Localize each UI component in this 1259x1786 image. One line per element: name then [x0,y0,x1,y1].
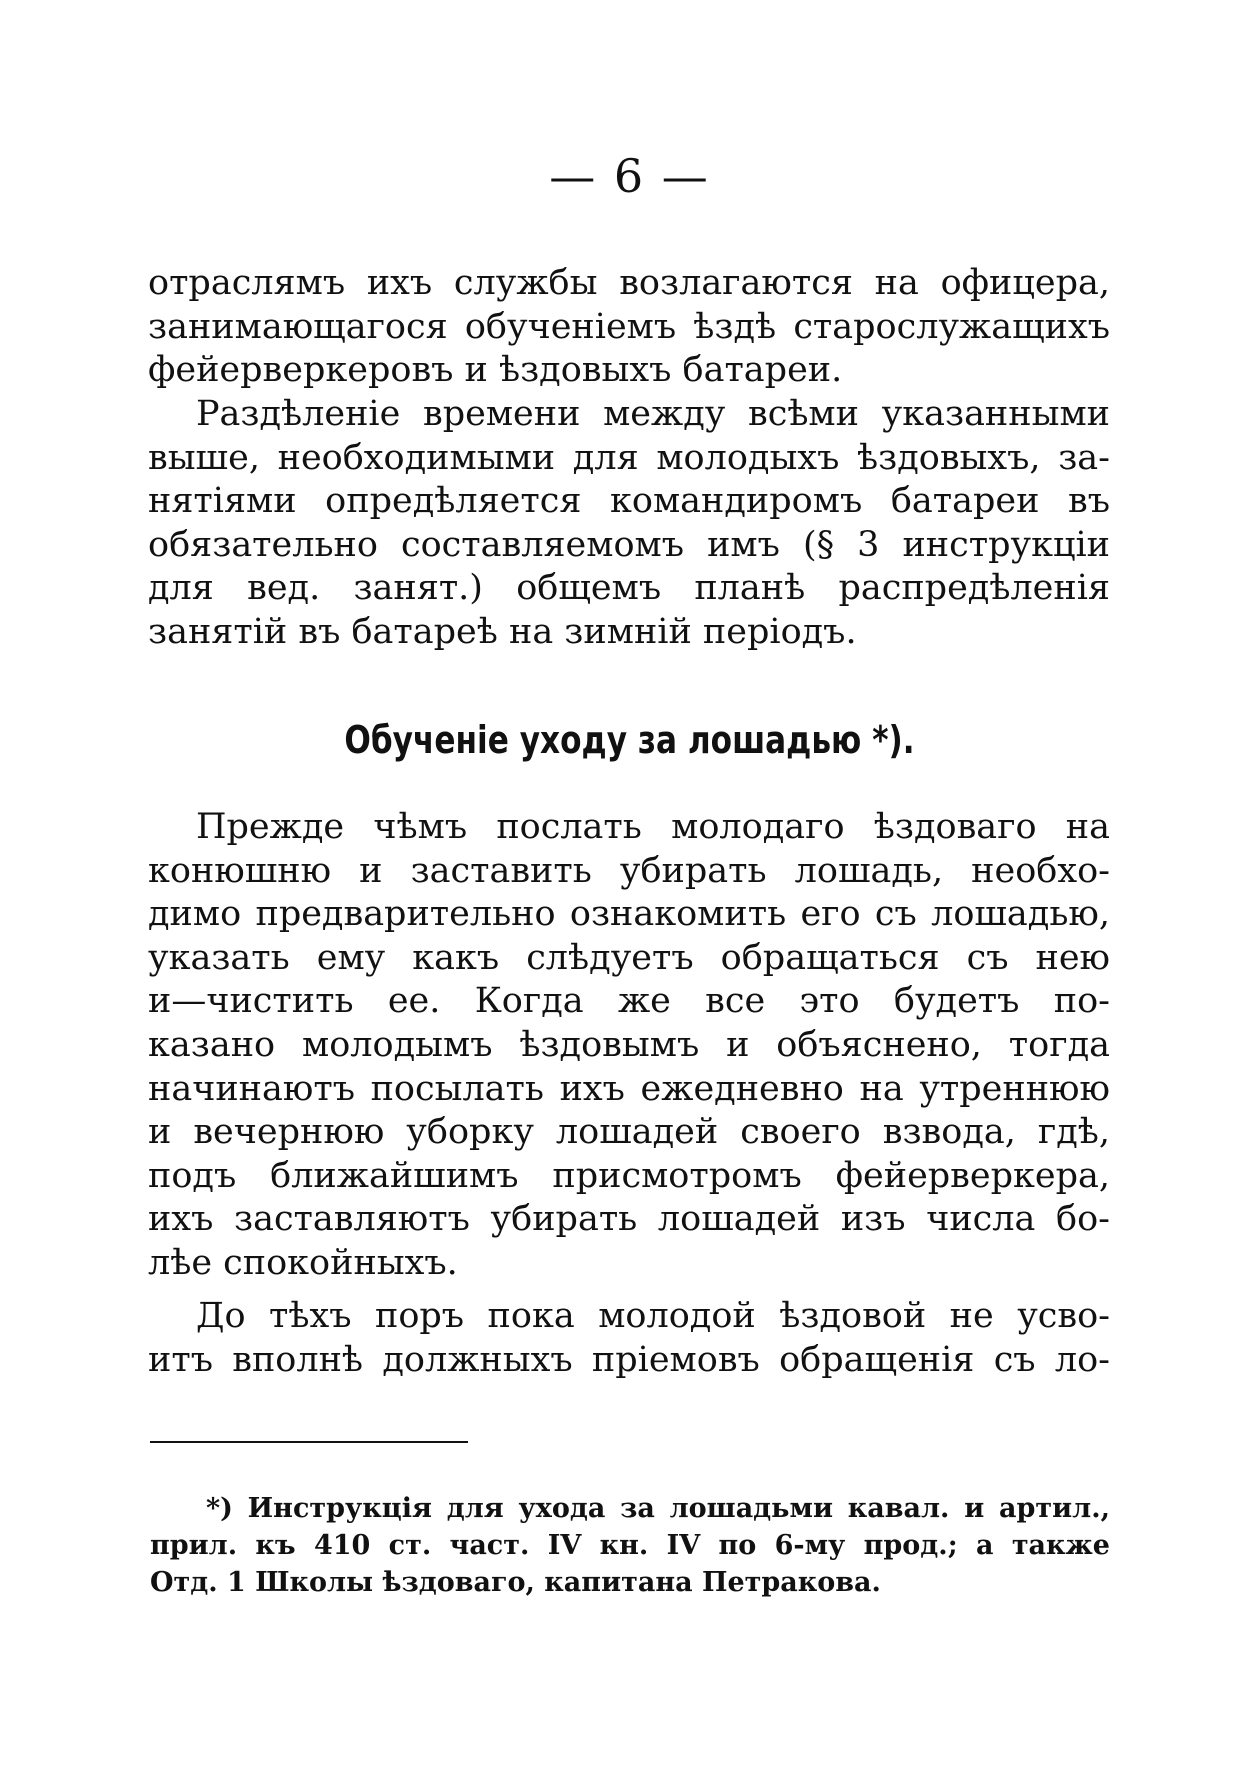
text-line: казано молодымъ ѣздовымъ и объяснено, тогда [148,1024,1110,1065]
text-line: фейерверкеровъ и ѣздовыхъ батареи. [148,350,843,391]
text-line: лѣе спокойныхъ. [148,1242,458,1283]
footnote-line: *) Инструкція для ухода за лошадьми кавал. и артил., [206,1493,1110,1524]
text-line: отраслямъ ихъ службы возлагаются на офицера, [148,263,1110,303]
text-line: подъ ближайшимъ присмотромъ фейерверкера, [148,1155,1110,1196]
paragraph-until [148,1295,1110,1382]
paragraph-continuation [148,262,1110,393]
footnote-line: Отд. 1 Школы ѣздоваго, капитана Петракова. [150,1567,881,1598]
footnote-divider [150,1441,468,1443]
text-line: и—чистить ее. Когда же все это будетъ по- [148,981,1110,1022]
footnote-line: прил. къ 410 ст. част. IV кн. IV по 6-му прод.; а также [150,1530,1110,1561]
text-line: для вед. занят.) общемъ планѣ распредѣленія [148,568,1110,609]
text-line: нятіями опредѣляется командиромъ батареи въ [148,481,1110,522]
text-line: выше, необходимыми для молодыхъ ѣздовыхъ, за- [148,437,1110,478]
text-line: До тѣхъ поръ пока молодой ѣздовой не усво- [196,1296,1110,1336]
text-line: Прежде чѣмъ послать молодаго ѣздоваго на [196,807,1110,847]
text-line: конюшню и заставить убирать лошадь, необхо- [148,850,1110,891]
paragraph-horse-care [148,806,1110,1286]
text-line: занятій въ батареѣ на зимній періодъ. [148,611,857,652]
paragraph-time-division [148,393,1110,655]
text-line: Раздѣленіе времени между всѣми указанными [196,394,1110,434]
text-line: указать ему какъ слѣдуетъ обращаться съ нею [148,937,1110,978]
page-number: — 6 — [549,149,710,203]
text-line: и вечернюю уборку лошадей своего взвода, гдѣ, [148,1112,1110,1153]
text-line: димо предварительно ознакомить его съ лошадью, [148,894,1110,935]
text-line: обязательно составляемомъ имъ (§ 3 инструкціи [148,524,1110,565]
text-line: итъ вполнѣ должныхъ пріемовъ обращенія съ ло- [148,1339,1110,1380]
text-line: ихъ заставляютъ убирать лошадей изъ числа бо- [148,1199,1110,1240]
text-line: занимающагося обученіемъ ѣздѣ старослужащихъ [148,306,1110,347]
text-line: начинаютъ посылать ихъ ежедневно на утреннюю [148,1068,1110,1109]
section-heading: Обученіе уходу за лошадью *). [344,718,915,762]
footnote [150,1490,1110,1601]
